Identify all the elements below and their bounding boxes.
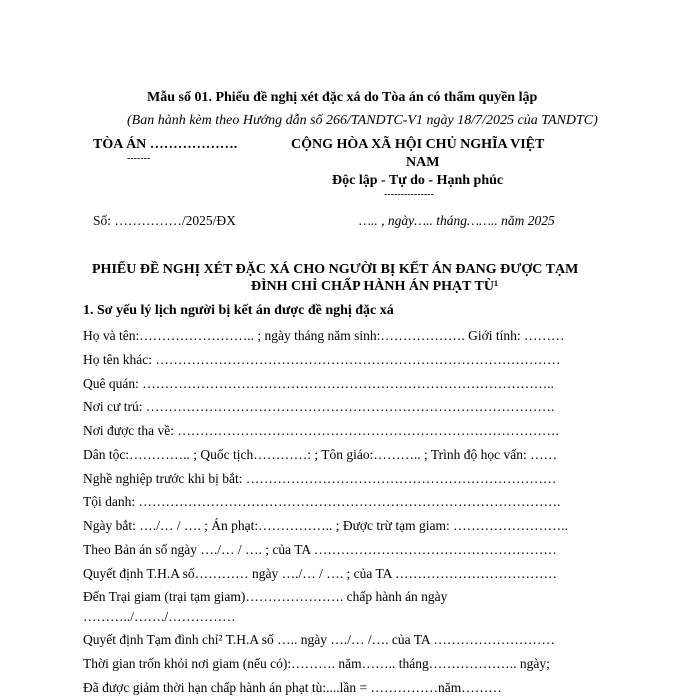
field-judgment: Theo Bản án số ngày …./… / …. ; của TA ………………………………………………: [83, 542, 557, 557]
field-hometown: Quê quán: ………………………………………………………………………………..: [83, 376, 554, 391]
field-sentence-reduction: Đã được giảm thời hạn chấp hành án phạt tù:....lần = ……………năm………: [83, 680, 502, 695]
date-line: ….. , ngày….. tháng…….. năm 2025: [359, 213, 555, 228]
field-arrest-date: Ngày bắt: …./… / …. ; Án phạt:…………….. ; Được trừ tạm giam: ……………………..: [83, 518, 568, 533]
field-residence: Nơi cư trú: ……………………………………………………………………………….: [83, 399, 555, 414]
field-crime: Tội danh: ………………………………………………………………………………….: [83, 494, 561, 509]
field-release-address: Nơi được tha về: ………………………………………………………………………….: [83, 423, 559, 438]
court-underline: -------: [127, 153, 151, 164]
motto: Độc lập - Tự do - Hạnh phúc: [332, 173, 504, 188]
motto-underline: ---------------: [384, 189, 434, 200]
republic-line-2: NAM: [406, 155, 440, 170]
form-title: Mẫu số 01. Phiếu đề nghị xét đặc xá do Tòa án có thẩm quyền lập: [147, 90, 538, 105]
field-suspension-decision: Quyết định Tạm đình chỉ² T.H.A số ….. ngày …./… /…. của TA ………………………: [83, 632, 555, 647]
field-ethnicity-nationality: Dân tộc:………….. ; Quốc tịch…………: ; Tôn giáo:……….. ; Trình độ học vấn: ……: [83, 447, 558, 462]
field-full-name: Họ và tên:…………………….. ; ngày tháng năm sinh:………………. Giới tính: ………: [83, 328, 565, 343]
document-number: Số: ……………/2025/ĐX: [93, 213, 236, 228]
field-prison-date: ………../……./……………: [83, 609, 236, 624]
field-prison: Đến Trại giam (trại tạm giam)…………………. chấp hành án ngày: [83, 589, 448, 604]
field-execution-decision: Quyết định T.H.A số………… ngày …./… / …. ; của TA ………………………………: [83, 566, 558, 581]
court-name: TÒA ÁN ……………….: [93, 137, 238, 152]
section-1-heading: 1. Sơ yếu lý lịch người bị kết án được đề nghị đặc xá: [83, 303, 394, 318]
issued-note: (Ban hành kèm theo Hướng dẫn số 266/TANDTC-V1 ngày 18/7/2025 của TANDTC): [127, 113, 598, 128]
field-occupation: Nghề nghiệp trước khi bị bắt: ……………………………………………………………: [83, 471, 557, 486]
document-title-line-1: PHIẾU ĐỀ NGHỊ XÉT ĐẶC XÁ CHO NGƯỜI BỊ KẾT ÁN ĐANG ĐƯỢC TẠM: [92, 262, 579, 277]
republic-line-1: CỘNG HÒA XÃ HỘI CHỦ NGHĨA VIỆT: [291, 137, 545, 152]
field-escape-time: Thời gian trốn khỏi nơi giam (nếu có):………. năm…….. tháng……………….. ngày;: [83, 656, 550, 671]
field-other-name: Họ tên khác: ………………………………………………………………………………: [83, 352, 561, 367]
document-title-line-2: ĐÌNH CHỈ CHẤP HÀNH ÁN PHẠT TÙ¹: [251, 279, 499, 294]
